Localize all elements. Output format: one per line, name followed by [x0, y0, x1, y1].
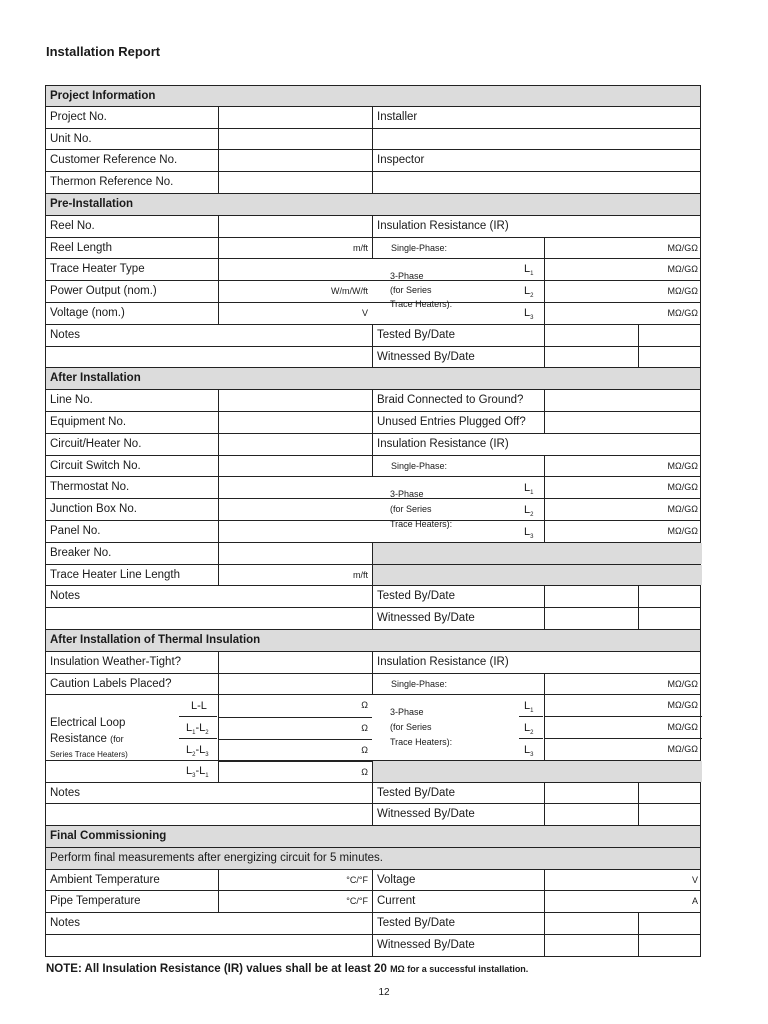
l3l1-label: $L_3-L_1$: [186, 765, 209, 780]
form-row: [45, 674, 701, 696]
form-row: [45, 695, 701, 717]
section-title: After Installation: [50, 372, 141, 385]
three-phase-label: Trace Heaters):: [390, 519, 453, 529]
witnessed-label: Witnessed By/Date: [372, 347, 544, 368]
unit-label: MΩ/GΩ: [667, 307, 698, 318]
blank-cell: [372, 761, 702, 782]
form-row: [45, 739, 701, 761]
notes-field[interactable]: [46, 347, 372, 368]
unit-label: Ω: [361, 723, 368, 734]
form-row: [45, 412, 701, 434]
pipe-temp-field[interactable]: [218, 891, 372, 912]
l2-label: $L_2$: [524, 285, 534, 300]
divider: [519, 302, 543, 303]
line-no-field[interactable]: [218, 390, 372, 411]
three-phase-label: (for Series: [390, 504, 432, 514]
braid-field[interactable]: [544, 390, 702, 411]
page-number: 12: [378, 987, 390, 998]
single-phase-field[interactable]: [544, 238, 702, 259]
divider: [519, 738, 543, 739]
project-no-label: Project No.: [50, 110, 107, 123]
section-thermal-insulation: [45, 630, 701, 652]
thermon-reference-label: Thermon Reference No.: [50, 176, 174, 189]
ir-label: Insulation Resistance (IR): [372, 434, 702, 455]
thermostat-label: Thermostat No.: [50, 481, 130, 494]
form-row: [45, 434, 701, 456]
l3-label: $L_3$: [524, 526, 534, 541]
l2l3-label: $L_2-L_3$: [186, 744, 209, 759]
elr-label: Series Trace Heaters): [50, 750, 128, 759]
ll-label: L-L: [191, 700, 207, 712]
form-row: [45, 129, 701, 151]
unused-entries-field[interactable]: [544, 412, 702, 433]
ambient-temp-label: Ambient Temperature: [50, 873, 160, 886]
form-row: [45, 543, 701, 565]
three-phase-label: 3-Phase: [390, 271, 424, 281]
line-length-label: Trace Heater Line Length: [50, 568, 180, 581]
witnessed-by-field[interactable]: [544, 608, 638, 629]
unit-label: m/ft: [353, 569, 368, 580]
customer-reference-field[interactable]: [218, 150, 372, 171]
weather-tight-field[interactable]: [218, 652, 372, 673]
three-phase-label: 3-Phase: [390, 707, 424, 717]
form-row: [45, 891, 701, 913]
form-row: [45, 107, 701, 129]
form-row: [45, 259, 701, 281]
single-phase-field[interactable]: [544, 456, 702, 477]
form-row: [45, 848, 701, 870]
notes-label: Notes: [50, 786, 81, 799]
unit-no-label: Unit No.: [50, 132, 92, 145]
three-phase-label: Trace Heaters):: [390, 299, 453, 309]
unit-label: Ω: [361, 744, 368, 755]
unit-label: °C/°F: [346, 896, 368, 907]
form-row: [45, 499, 701, 521]
notes-label: Notes: [50, 328, 81, 341]
current-label: Current: [372, 891, 544, 912]
unit-label: MΩ/GΩ: [667, 525, 698, 536]
l2-field[interactable]: [544, 499, 702, 520]
installer-field[interactable]: [372, 129, 702, 150]
form-row: [45, 586, 701, 608]
witnessed-date-field[interactable]: [638, 935, 702, 956]
witnessed-label: Witnessed By/Date: [372, 935, 544, 956]
form-row: [45, 935, 701, 957]
breaker-no-field[interactable]: [218, 543, 372, 564]
blank-cell: [372, 543, 702, 564]
form-row: [45, 717, 701, 739]
section-after-installation: [45, 368, 701, 390]
tested-date-field[interactable]: [638, 586, 702, 607]
divider: [519, 498, 543, 499]
tested-label: Tested By/Date: [372, 586, 544, 607]
power-output-field[interactable]: [218, 281, 372, 302]
single-phase-label: Single-Phase:: [372, 456, 544, 477]
witnessed-date-field[interactable]: [638, 804, 702, 825]
equipment-no-label: Equipment No.: [50, 415, 127, 428]
circuit-heater-field[interactable]: [218, 434, 372, 455]
form-row: [45, 325, 701, 347]
witnessed-label: Witnessed By/Date: [372, 804, 544, 825]
l3-field[interactable]: [544, 739, 702, 760]
unit-label: MΩ/GΩ: [667, 700, 698, 711]
tested-date-field[interactable]: [638, 325, 702, 346]
l2-field[interactable]: [544, 717, 702, 739]
unit-label: MΩ/GΩ: [667, 504, 698, 515]
l1-label: $L_1$: [524, 482, 534, 497]
unit-label: Ω: [361, 766, 368, 777]
perform-instruction: Perform final measurements after energizing circuit for 5 minutes.: [50, 851, 383, 864]
witnessed-by-field[interactable]: [544, 347, 638, 368]
single-phase-label: Single-Phase:: [372, 674, 544, 695]
caution-labels-field[interactable]: [218, 674, 372, 695]
l1l2-label: $L_1-L_2$: [186, 722, 209, 737]
circuit-switch-label: Circuit Switch No.: [50, 459, 141, 472]
pipe-temp-label: Pipe Temperature: [50, 895, 141, 908]
braid-label: Braid Connected to Ground?: [372, 390, 544, 411]
tested-by-field[interactable]: [544, 783, 638, 804]
unused-entries-label: Unused Entries Plugged Off?: [372, 412, 544, 433]
tested-by-field[interactable]: [544, 586, 638, 607]
unit-label: MΩ/GΩ: [667, 242, 698, 253]
l3-label: $L_3$: [524, 307, 534, 322]
tested-label: Tested By/Date: [372, 783, 544, 804]
l1-label: $L_1$: [524, 263, 534, 278]
unit-label: MΩ/GΩ: [667, 460, 698, 471]
single-phase-field[interactable]: [544, 674, 702, 695]
form-row: [45, 150, 701, 172]
tested-by-field[interactable]: [544, 913, 638, 934]
reel-no-field[interactable]: [218, 216, 372, 237]
circuit-heater-label: Circuit/Heater No.: [50, 437, 142, 450]
unit-label: m/ft: [353, 242, 368, 253]
equipment-no-field[interactable]: [218, 412, 372, 433]
circuit-switch-field[interactable]: [218, 456, 372, 477]
section-title: Project Information: [50, 90, 156, 102]
elr-label: Electrical Loop: [50, 717, 126, 729]
l2-label: $L_2$: [524, 504, 534, 519]
tested-date-field[interactable]: [638, 913, 702, 934]
form-row: [45, 347, 701, 369]
witnessed-by-field[interactable]: [544, 935, 638, 956]
page-title: Installation Report: [46, 44, 161, 59]
form-row: [45, 456, 701, 478]
inspector-field[interactable]: [372, 172, 702, 193]
l2-label: $L_2$: [524, 722, 534, 737]
l1-field[interactable]: [544, 259, 702, 280]
unit-label: Ω: [361, 700, 368, 711]
form-row: [45, 521, 701, 543]
form-row: [45, 238, 701, 260]
l3-label: $L_3$: [524, 744, 534, 759]
three-phase-label: (for Series: [390, 722, 432, 732]
line-length-field[interactable]: [218, 565, 372, 586]
notes-label: Notes: [50, 917, 81, 930]
form-row: [45, 216, 701, 238]
section-title: After Installation of Thermal Insulation: [50, 633, 261, 646]
current-field[interactable]: [544, 891, 702, 912]
tested-date-field[interactable]: [638, 783, 702, 804]
inspector-label: Inspector: [372, 150, 702, 171]
notes-field[interactable]: [46, 935, 372, 956]
form-row: [45, 477, 701, 499]
footer-note: NOTE: All Insulation Resistance (IR) values shall be at least 20 MΩ for a successful installation.: [46, 963, 529, 975]
installer-label: Installer: [372, 107, 702, 128]
unit-label: V: [691, 874, 698, 885]
ir-label: Insulation Resistance (IR): [372, 652, 702, 673]
weather-tight-label: Insulation Weather-Tight?: [50, 655, 182, 668]
three-phase-label: Trace Heaters):: [390, 737, 453, 747]
unit-label: MΩ/GΩ: [667, 482, 698, 493]
divider: [519, 716, 543, 717]
thermostat-field[interactable]: [218, 477, 372, 498]
heater-type-label: Trace Heater Type: [50, 263, 145, 276]
single-phase-label: Single-Phase:: [372, 238, 544, 259]
l3-field[interactable]: [544, 521, 702, 542]
junction-box-label: Junction Box No.: [50, 503, 137, 516]
reel-length-field[interactable]: [218, 238, 372, 259]
elr-ll-field[interactable]: [218, 695, 372, 717]
unit-label: A: [691, 896, 698, 907]
junction-box-field[interactable]: [218, 499, 372, 520]
voltage-label: Voltage: [372, 870, 544, 891]
section-pre-installation: [45, 194, 701, 216]
voltage-nom-field[interactable]: [218, 303, 372, 324]
unit-label: V: [361, 307, 368, 318]
section-title: Final Commissioning: [50, 830, 167, 843]
l1-field[interactable]: [544, 695, 702, 717]
unit-label: MΩ/GΩ: [667, 264, 698, 275]
panel-no-label: Panel No.: [50, 524, 101, 537]
divider: [519, 520, 543, 521]
form-row: [45, 281, 701, 303]
thermon-reference-field[interactable]: [218, 172, 372, 193]
reel-length-label: Reel Length: [50, 241, 113, 254]
voltage-field[interactable]: [544, 870, 702, 891]
section-project-information: [45, 85, 701, 107]
unit-label: W/m/W/ft: [331, 286, 368, 297]
customer-reference-label: Customer Reference No.: [50, 154, 178, 167]
tested-label: Tested By/Date: [372, 913, 544, 934]
notes-label: Notes: [50, 590, 81, 603]
section-title: Pre-Installation: [50, 197, 134, 210]
l1-label: $L_1$: [524, 700, 534, 715]
ir-label: Insulation Resistance (IR): [372, 216, 702, 237]
divider: [519, 280, 543, 281]
unit-label: MΩ/GΩ: [667, 722, 698, 733]
witnessed-date-field[interactable]: [638, 347, 702, 368]
tested-by-field[interactable]: [544, 325, 638, 346]
form-row: [45, 172, 701, 194]
l2-field[interactable]: [544, 281, 702, 302]
heater-type-field[interactable]: [218, 259, 372, 280]
form-row: [45, 390, 701, 412]
elr-l3l1-field[interactable]: [218, 761, 372, 782]
form-row: [45, 303, 701, 325]
form-row: [45, 608, 701, 630]
witnessed-label: Witnessed By/Date: [372, 608, 544, 629]
voltage-nom-label: Voltage (nom.): [50, 306, 125, 319]
unit-label: MΩ/GΩ: [667, 743, 698, 754]
unit-label: MΩ/GΩ: [667, 678, 698, 689]
unit-label: °C/°F: [346, 874, 368, 885]
form-row: [45, 783, 701, 805]
divider: [179, 760, 217, 761]
divider: [179, 738, 217, 739]
panel-no-field[interactable]: [218, 521, 372, 542]
ambient-temp-field[interactable]: [218, 870, 372, 891]
form-row: [45, 761, 701, 783]
elr-l1l2-field[interactable]: [218, 717, 372, 739]
blank-cell: [372, 565, 702, 586]
project-no-field[interactable]: [218, 107, 372, 128]
installation-report-form: [45, 85, 701, 957]
divider: [179, 716, 217, 717]
notes-field[interactable]: [46, 804, 372, 825]
elr-l2l3-field[interactable]: [218, 739, 372, 760]
unit-label: MΩ/GΩ: [667, 286, 698, 297]
section-final-commissioning: [45, 826, 701, 848]
unit-no-field[interactable]: [218, 129, 372, 150]
form-row: [45, 565, 701, 587]
witnessed-date-field[interactable]: [638, 608, 702, 629]
form-row: [45, 913, 701, 935]
tested-label: Tested By/Date: [372, 325, 544, 346]
power-output-label: Power Output (nom.): [50, 285, 157, 298]
form-row: [45, 804, 701, 826]
three-phase-label: (for Series: [390, 285, 432, 295]
elr-label: Resistance (for: [50, 733, 124, 745]
form-row: [45, 652, 701, 674]
breaker-no-label: Breaker No.: [50, 546, 112, 559]
reel-no-label: Reel No.: [50, 219, 95, 232]
witnessed-by-field[interactable]: [544, 804, 638, 825]
notes-field[interactable]: [46, 608, 372, 629]
three-phase-label: 3-Phase: [390, 489, 424, 499]
l3-field[interactable]: [544, 303, 702, 324]
form-row: [45, 870, 701, 892]
l1-field[interactable]: [544, 477, 702, 498]
line-no-label: Line No.: [50, 394, 93, 407]
caution-labels-label: Caution Labels Placed?: [50, 677, 172, 690]
